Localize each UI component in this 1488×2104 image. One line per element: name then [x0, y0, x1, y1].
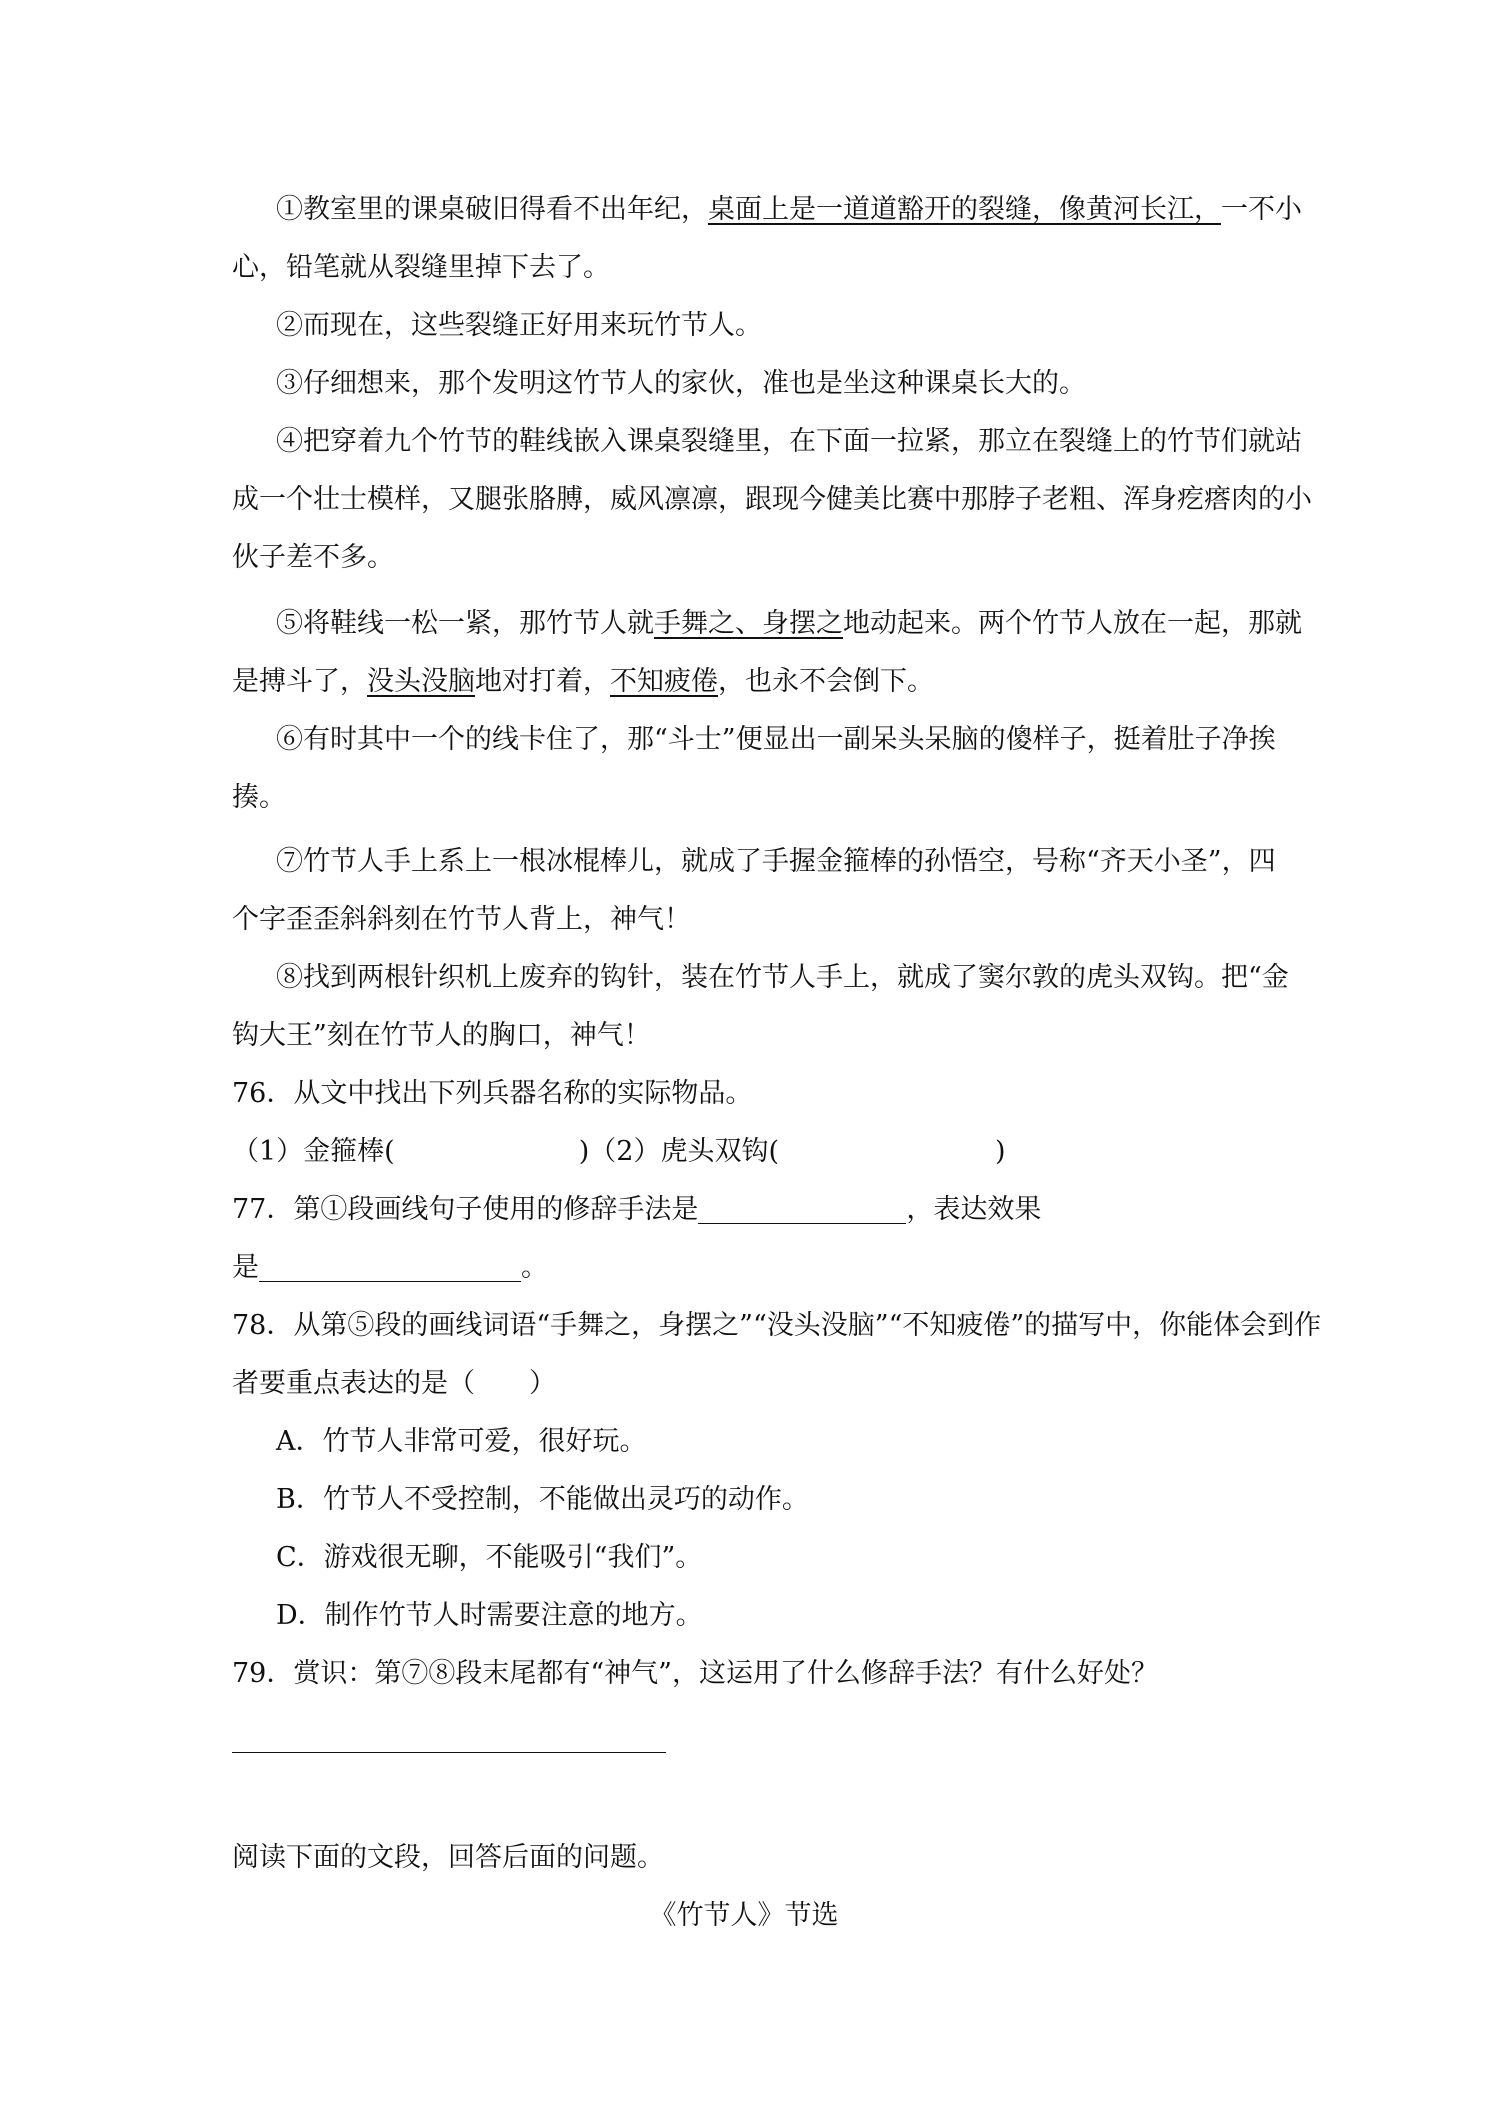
q77-text: 77．第①段画线句子使用的修辞手法是 — [232, 1194, 699, 1225]
q78-option-b[interactable]: B．竹节人不受控制，不能做出灵巧的动作。 — [276, 1484, 809, 1515]
paragraph-4-line-1: ④把穿着九个竹节的鞋线嵌入课桌裂缝里，在下面一拉紧，那立在裂缝上的竹节们就站 — [276, 426, 1302, 457]
q77-text: 是 — [232, 1252, 259, 1283]
paragraph-7-line-2: 个字歪歪斜斜刻在竹节人背上，神气！ — [232, 904, 691, 935]
paragraph-5-line-2 — [232, 662, 1272, 702]
question-79-stem: 79．赏识：第⑦⑧段末尾都有“神气”，这运用了什么修辞手法？有什么好处？ — [232, 1658, 1158, 1689]
text-segment: 是搏斗了， — [232, 666, 367, 697]
paragraph-1-line-2: 心，铅笔就从裂缝里掉下去了。 — [232, 252, 610, 283]
q78-option-c[interactable]: C．游戏很无聊，不能吸引“我们”。 — [276, 1542, 703, 1573]
q77-text-end: 。 — [521, 1252, 548, 1283]
q78-option-a[interactable]: A．竹节人非常可爱，很好玩。 — [276, 1426, 647, 1457]
q78-option-d[interactable]: D．制作竹节人时需要注意的地方。 — [276, 1600, 703, 1631]
paragraph-4-line-2: 成一个壮士模样，又腿张胳膊，威风凛凛，跟现今健美比赛中那脖子老粗、浑身疙瘩肉的小 — [232, 484, 1312, 515]
question-76-answers — [232, 1132, 1272, 1172]
q76-item-1-label: （1）金箍棒( — [232, 1136, 395, 1167]
question-78-line-2: 者要重点表达的是（ ） — [232, 1368, 556, 1399]
q76-item-2-close: ) — [994, 1136, 1006, 1167]
q76-item-1-close: ) — [578, 1136, 590, 1167]
paragraph-8-line-2: 钩大王”刻在竹节人的胸口，神气！ — [232, 1020, 651, 1051]
question-77-line-1 — [232, 1190, 1272, 1230]
text-segment: ①教室里的课桌破旧得看不出年纪， — [276, 194, 708, 225]
paragraph-4-line-3: 伙子差不多。 — [232, 542, 394, 573]
text-segment: 地动起来。两个竹节人放在一起，那就 — [843, 608, 1302, 639]
paragraph-1-line-1 — [276, 190, 1302, 230]
question-76-stem: 76．从文中找出下列兵器名称的实际物品。 — [232, 1078, 753, 1109]
paragraph-7-line-1: ⑦竹节人手上系上一根冰棍棒儿，就成了手握金箍棒的孙悟空，号称“齐天小圣”，四 — [276, 846, 1276, 877]
text-segment: ，也永不会倒下。 — [718, 666, 934, 697]
paragraph-8-line-1: ⑧找到两根针织机上废弃的钩针，装在竹节人手上，就成了窦尔敦的虎头双钩。把“金 — [276, 962, 1289, 993]
paragraph-5-line-1 — [276, 604, 1302, 644]
underlined-phrase: 没头没脑 — [367, 666, 475, 697]
next-section-instruction: 阅读下面的文段，回答后面的问题。 — [232, 1842, 664, 1873]
next-section-title: 《竹节人》节选 — [649, 1900, 839, 1931]
text-segment: 一不小 — [1221, 194, 1302, 225]
q76-item-2-label: （2）虎头双钩( — [589, 1136, 779, 1167]
q79-answer-line[interactable] — [232, 1752, 666, 1753]
underlined-phrase: 手舞之、身摆之 — [654, 608, 843, 639]
q77-blank-technique[interactable] — [698, 1193, 906, 1224]
paragraph-6-line-1: ⑥有时其中一个的线卡住了，那“斗士”便显出一副呆头呆脑的傻样子，挺着肚子净挨 — [276, 724, 1276, 755]
question-78-line-1: 78．从第⑤段的画线词语“手舞之，身摆之”“没头没脑”“不知疲倦”的描写中，你能体会到作 — [232, 1310, 1322, 1341]
text-segment: ⑤将鞋线一松一紧，那竹节人就 — [276, 608, 654, 639]
q77-text-end: ，表达效果 — [906, 1194, 1042, 1225]
paragraph-6-line-2: 揍。 — [232, 782, 286, 813]
question-77-line-2 — [232, 1248, 1272, 1288]
paragraph-2: ②而现在，这些裂缝正好用来玩竹节人。 — [276, 310, 762, 341]
text-segment: 地对打着， — [475, 666, 610, 697]
underlined-phrase: 不知疲倦 — [610, 666, 718, 697]
underlined-sentence: 桌面上是一道道豁开的裂缝，像黄河长江， — [708, 194, 1221, 225]
paragraph-3: ③仔细想来，那个发明这竹节人的家伙，准也是坐这种课桌长大的。 — [276, 368, 1086, 399]
q77-blank-effect[interactable] — [259, 1251, 521, 1282]
